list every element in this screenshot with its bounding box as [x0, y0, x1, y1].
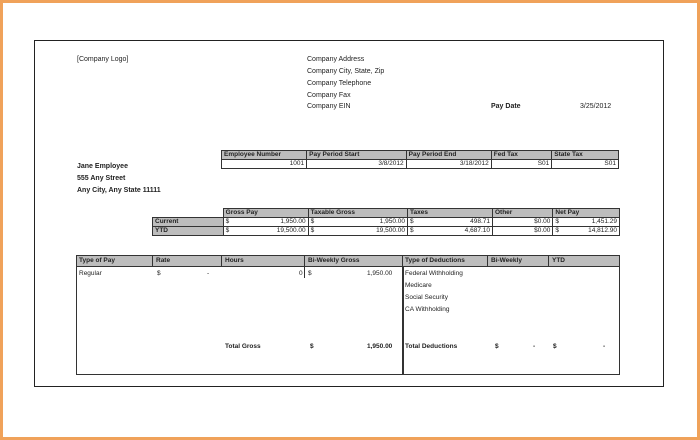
header-taxable-gross: Taxable Gross	[308, 209, 407, 218]
header-pay-period-start: Pay Period Start	[307, 151, 407, 160]
deductions-box	[402, 255, 620, 375]
ytd-other: $0.00	[492, 227, 552, 236]
earnings-type-regular: Regular	[79, 270, 102, 277]
header-state-tax: State Tax	[552, 151, 619, 160]
total-deductions-label: Total Deductions	[405, 343, 458, 350]
company-address: Company Address	[307, 56, 365, 63]
earnings-gross-value: 1,950.00	[367, 270, 393, 277]
deduction-item: CA Withholding	[405, 306, 450, 313]
header-bi-weekly: Bi-Weekly	[491, 257, 522, 264]
current-taxable-gross: $ 1,950.00	[308, 218, 407, 227]
employee-street: 555 Any Street	[77, 175, 126, 182]
earnings-gross-currency: $	[308, 270, 312, 277]
pay-period-start-value: 3/8/2012	[307, 160, 407, 169]
row-label-current: Current	[153, 218, 224, 227]
header-bi-weekly-gross: Bi-Weekly Gross	[308, 257, 360, 264]
header-employee-number: Employee Number	[222, 151, 307, 160]
total-gross-currency: $	[310, 343, 314, 350]
deductions-divider	[548, 256, 549, 267]
header-gross-pay: Gross Pay	[223, 209, 308, 218]
header-type-of-pay: Type of Pay	[79, 257, 116, 264]
total-deductions-ytd-value: -	[603, 343, 606, 350]
state-tax-value: S01	[552, 160, 619, 169]
ytd-taxes: $ 4,687.10	[407, 227, 492, 236]
company-telephone: Company Telephone	[307, 80, 372, 87]
header-hours: Hours	[225, 257, 244, 264]
header-ytd: YTD	[552, 257, 565, 264]
header-net-pay: Net Pay	[553, 209, 620, 218]
deduction-item: Medicare	[405, 282, 432, 289]
pay-stub-sheet	[34, 40, 664, 387]
earnings-divider	[221, 256, 222, 267]
company-city-state-zip: Company City, State, Zip	[307, 68, 385, 75]
deductions-header-bar	[403, 256, 619, 267]
pay-date-label: Pay Date	[491, 103, 521, 110]
total-gross-value: 1,950.00	[367, 343, 393, 350]
header-pay-period-end: Pay Period End	[406, 151, 491, 160]
earnings-rate-currency: $	[157, 270, 161, 277]
header-other: Other	[492, 209, 552, 218]
header-taxes: Taxes	[407, 209, 492, 218]
fed-tax-value: S01	[491, 160, 552, 169]
total-deductions-biweekly-currency: $	[495, 343, 499, 350]
current-taxes: $ 498.71	[407, 218, 492, 227]
total-deductions-ytd-currency: $	[553, 343, 557, 350]
earnings-divider	[304, 256, 305, 278]
pay-summary-table	[152, 208, 620, 236]
summary-row-ytd	[153, 227, 620, 236]
current-other: $0.00	[492, 218, 552, 227]
header-rate: Rate	[156, 257, 171, 264]
current-net-pay: $ 1,451.29	[553, 218, 620, 227]
total-deductions-biweekly-value: -	[533, 343, 536, 350]
company-ein: Company EIN	[307, 103, 351, 110]
earnings-box	[76, 255, 404, 375]
company-fax: Company Fax	[307, 92, 351, 99]
ytd-taxable-gross: $ 19,500.00	[308, 227, 407, 236]
earnings-hours-value: 0	[299, 270, 303, 277]
earnings-rate-value: -	[207, 270, 210, 277]
employee-pay-info-table	[221, 150, 619, 169]
pay-period-end-value: 3/18/2012	[406, 160, 491, 169]
employee-name: Jane Employee	[77, 163, 128, 170]
deduction-item: Social Security	[405, 294, 448, 301]
company-logo-placeholder: [Company Logo]	[77, 56, 129, 63]
summary-corner	[153, 209, 224, 218]
earnings-header-bar	[77, 256, 403, 267]
employee-city-state-zip: Any City, Any State 11111	[77, 187, 161, 194]
header-type-of-deductions: Type of Deductions	[405, 257, 465, 264]
earnings-divider	[152, 256, 153, 267]
header-fed-tax: Fed Tax	[491, 151, 552, 160]
ytd-net-pay: $ 14,812.90	[553, 227, 620, 236]
employee-number-value: 1001	[222, 160, 307, 169]
row-label-ytd: YTD	[153, 227, 224, 236]
current-gross-pay: $ 1,950.00	[223, 218, 308, 227]
deduction-item: Federal Withholding	[405, 270, 463, 277]
summary-row-current	[153, 218, 620, 227]
deductions-divider	[487, 256, 488, 267]
pay-date-value: 3/25/2012	[580, 103, 612, 110]
ytd-gross-pay: $ 19,500.00	[223, 227, 308, 236]
total-gross-label: Total Gross	[225, 343, 261, 350]
